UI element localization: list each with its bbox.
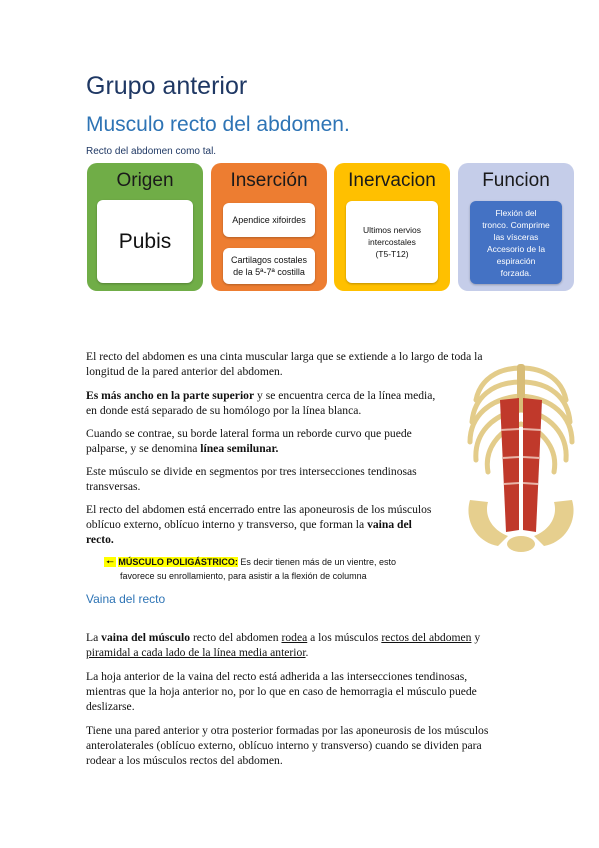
pelvis bbox=[468, 500, 573, 552]
insercion-item-2 bbox=[223, 248, 315, 284]
bullet-text-line2: favorece su enrollamiento, para asistir a la flexión de columna bbox=[120, 571, 367, 581]
s2p1-mid2: a los músculos bbox=[307, 631, 382, 644]
card-funcion bbox=[458, 163, 574, 291]
paragraph-3 bbox=[86, 426, 466, 456]
paragraph-2-rest: y se encuentra cerca de la línea media, bbox=[254, 389, 436, 402]
paragraph-4 bbox=[86, 464, 466, 494]
page-subheading: Musculo recto del abdomen. bbox=[86, 113, 350, 136]
paragraph-4-line1: Este músculo se divide en segmentos por tres intersecciones tendinosas bbox=[86, 465, 417, 478]
card-inervacion-title: Inervacion bbox=[348, 170, 436, 191]
funcion-line2: tronco. Comprime bbox=[482, 219, 550, 230]
paragraph-5-line2: oblícuo externo, oblícuo interno y transverso, que forman la bbox=[86, 518, 368, 531]
s2p1-line2-end: . bbox=[305, 646, 309, 659]
paragraph-1: El recto del abdomen es una cinta muscular larga que se extiende a lo largo de toda la longitud de la pared anterior del abdomen. bbox=[86, 350, 483, 378]
card-funcion-title: Funcion bbox=[482, 170, 550, 191]
rectus-abdominis-illustration bbox=[462, 360, 580, 556]
card-insercion bbox=[211, 163, 327, 291]
card-funcion-content bbox=[470, 201, 562, 284]
paragraph-2 bbox=[86, 388, 466, 418]
card-inervacion bbox=[334, 163, 450, 291]
paragraph-3-bold: línea semilunar. bbox=[200, 442, 279, 455]
funcion-line4: Accesorio de la bbox=[486, 243, 546, 254]
paragraph-2-bold: Es más ancho en la parte superior bbox=[86, 389, 255, 402]
section2-paragraph-3: Tiene una pared anterior y otra posterior formadas por las aponeurosis de los músculos anterolaterales (oblícuo externo, oblícuo interno y transverso) cuando se dividen para rodear a los músculos rectos del abdomen. bbox=[86, 724, 489, 767]
card-insercion-title: Inserción bbox=[230, 170, 308, 191]
insercion-item-2-line1: Cartilagos costales bbox=[230, 255, 308, 265]
card-origen-title: Origen bbox=[116, 170, 174, 191]
funcion-line3: las vísceras bbox=[493, 231, 539, 242]
s2p1-start: La bbox=[86, 631, 102, 644]
bullet-label: MÚSCULO POLIGÁSTRICO: bbox=[118, 557, 238, 567]
s2p1-mid: recto del abdomen bbox=[190, 631, 282, 644]
paragraph-2-line2: en donde está separado de su homólogo por la línea blanca. bbox=[86, 404, 362, 417]
insercion-item-1-text: Apendice xifoirdes bbox=[232, 215, 306, 225]
origen-text: Pubis bbox=[118, 229, 172, 253]
paragraph-5-line1: El recto del abdomen está encerrado entre las aponeurosis de los músculos bbox=[86, 503, 432, 516]
insercion-item-1 bbox=[223, 203, 315, 237]
arrow-bullet-icon: 🠔 bbox=[106, 557, 114, 567]
paragraph-3-line1: Cuando se contrae, su borde lateral forma un reborde curvo que puede bbox=[86, 427, 412, 440]
s2p1-link-piramidal[interactable]: piramidal a cada lado de la línea media anterior bbox=[86, 646, 306, 659]
paragraph-4-line2: transversas. bbox=[86, 480, 141, 493]
paragraph-5-bold: vaina del bbox=[367, 518, 412, 531]
card-origen-content bbox=[97, 200, 193, 283]
section2-paragraph-2: La hoja anterior de la vaina del recto está adherida a las intersecciones tendinosas, mientras que la hoja anterior no, por lo que en caso de hemorragia el músculo puede deslizarse. bbox=[86, 670, 477, 713]
inervacion-line2: intercostales bbox=[368, 237, 416, 247]
paragraph-3-line2: palparse, y se denomina bbox=[86, 442, 201, 455]
intro-caption: Recto del abdomen como tal. bbox=[86, 146, 217, 157]
inervacion-line1: Ultimos nervios bbox=[362, 225, 422, 235]
card-origen bbox=[87, 163, 203, 291]
insercion-item-2-line2: de la 5ª-7ª costilla bbox=[233, 267, 305, 277]
funcion-line5: espiración bbox=[496, 255, 536, 266]
s2p1-bold: vaina del músculo bbox=[101, 631, 191, 644]
funcion-line6: forzada. bbox=[500, 267, 532, 278]
s2p1-link-rodea[interactable]: rodea bbox=[281, 631, 308, 644]
section-heading-vaina: Vaina del recto bbox=[86, 592, 166, 606]
bullet-item bbox=[104, 555, 444, 583]
paragraph-5-line3: recto. bbox=[86, 533, 114, 546]
funcion-line1: Flexión del bbox=[495, 207, 537, 218]
s2p1-link-rectos[interactable]: rectos del abdomen bbox=[381, 631, 472, 644]
bullet-text-line1: Es decir tienen más de un vientre, esto bbox=[237, 557, 396, 567]
section2-paragraph-1 bbox=[86, 630, 516, 660]
s2p1-end: y bbox=[471, 631, 481, 644]
inervacion-line3: (T5-T12) bbox=[375, 249, 409, 259]
card-inervacion-content bbox=[346, 201, 438, 283]
rectus-muscle bbox=[500, 398, 542, 532]
page-heading: Grupo anterior bbox=[86, 72, 248, 100]
paragraph-5 bbox=[86, 502, 466, 547]
